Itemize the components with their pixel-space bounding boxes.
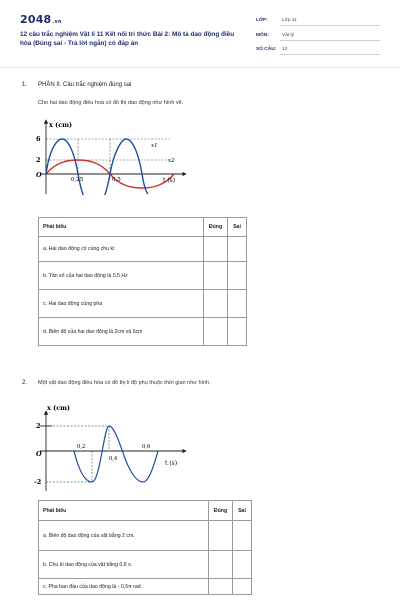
header-divider <box>0 67 400 68</box>
x-tick-0.5: 0,5 <box>112 177 121 183</box>
statement-c: c. Pha ban đầu của dao động là - 0,5π rad. <box>39 579 209 595</box>
false-cell[interactable] <box>233 551 252 579</box>
col-statement: Phát biểu <box>39 218 204 237</box>
table-row <box>39 318 247 346</box>
x-tick-0.2: 0,2 <box>77 444 86 450</box>
col-true: Đúng <box>204 218 228 237</box>
table-row <box>39 551 252 579</box>
table-row <box>39 290 247 318</box>
y-tick-neg2: -2 <box>34 478 42 486</box>
statement-b: b. Chu kì dao động của vật bằng 0,6 s. <box>39 551 209 579</box>
statement-b: b. Tần số của hai dao động là 0,5 Hz <box>39 262 204 290</box>
question-2-graph <box>34 401 194 493</box>
col-true: Đúng <box>209 501 233 521</box>
true-cell[interactable] <box>204 262 228 290</box>
x-axis-label: t (s) <box>165 460 178 467</box>
false-cell[interactable] <box>228 262 247 290</box>
page-header: 2048.vn 12 câu trắc nghiệm Vật lí 11 Kết nối tri thức Bài 2: Mô tả dao động điều hòa (Đúng sai - Trả lời ngắn) có đáp án LỚP: Lớp 11 MÔN: Vật lý SỐ CÂU: 12 <box>0 0 400 64</box>
table-row <box>39 262 247 290</box>
table-header-row <box>39 218 247 237</box>
site-logo[interactable]: 2048.vn <box>20 13 62 26</box>
false-cell[interactable] <box>228 237 247 262</box>
col-false: Sai <box>233 501 252 521</box>
false-cell[interactable] <box>228 290 247 318</box>
x-tick-0.4: 0,4 <box>109 456 118 462</box>
true-cell[interactable] <box>204 237 228 262</box>
section-heading: PHẦN II. Câu trắc nghiệm đúng sai <box>38 82 132 88</box>
question-2-answer-table <box>38 500 252 595</box>
x-tick-0.25: 0,25 <box>71 177 84 183</box>
document-title: 12 câu trắc nghiệm Vật lí 11 Kết nối tri thức Bài 2: Mô tả dao động điều hòa (Đúng sai - Trả lời ngắn) có đáp án <box>20 31 235 48</box>
true-cell[interactable] <box>209 579 233 595</box>
question-1-answer-table <box>38 217 247 346</box>
question-2-text: Một vật dao động điều hòa có đồ thị li độ phụ thuộc thời gian như hình. <box>38 380 211 386</box>
y-axis-label: x (cm) <box>47 404 71 412</box>
origin-label: O <box>36 450 42 458</box>
question-1-graph <box>30 116 190 198</box>
table-row <box>39 521 252 551</box>
true-cell[interactable] <box>204 318 228 346</box>
question-1-number: 1. <box>22 82 28 88</box>
curve-x <box>74 426 158 482</box>
question-1-text: Cho hai dao động điều hoà có đồ thị dao động như hình vẽ. <box>38 100 184 106</box>
y-axis-label: x (cm) <box>49 121 73 129</box>
false-cell[interactable] <box>233 521 252 551</box>
y-tick-6: 6 <box>36 135 41 143</box>
true-cell[interactable] <box>209 551 233 579</box>
col-false: Sai <box>228 218 247 237</box>
y-tick-2: 2 <box>36 156 41 164</box>
statement-c: c. Hai dao động cùng pha <box>39 290 204 318</box>
false-cell[interactable] <box>233 579 252 595</box>
curve-x1 <box>46 139 148 198</box>
table-header-row <box>39 501 252 521</box>
table-row <box>39 237 247 262</box>
question-2-number: 2. <box>22 380 28 386</box>
x-axis-label: t (s) <box>163 177 176 184</box>
true-cell[interactable] <box>204 290 228 318</box>
col-statement: Phát biểu <box>39 501 209 521</box>
table-row <box>39 579 252 595</box>
curve-label-x1: x1 <box>151 143 158 149</box>
false-cell[interactable] <box>228 318 247 346</box>
curve-label-x2: x2 <box>168 158 175 164</box>
statement-a: a. Biên độ dao động của vật bằng 2 cm. <box>39 521 209 551</box>
x-tick-0.6: 0,6 <box>142 444 151 450</box>
statement-d: d. Biên độ của hai dao động là 2cm và 6cm <box>39 318 204 346</box>
statement-a: a. Hai dao động có cùng chu kì <box>39 237 204 262</box>
origin-label: O <box>36 171 42 179</box>
logo-suffix: .vn <box>52 19 62 25</box>
y-tick-2: 2 <box>36 422 41 430</box>
true-cell[interactable] <box>209 521 233 551</box>
